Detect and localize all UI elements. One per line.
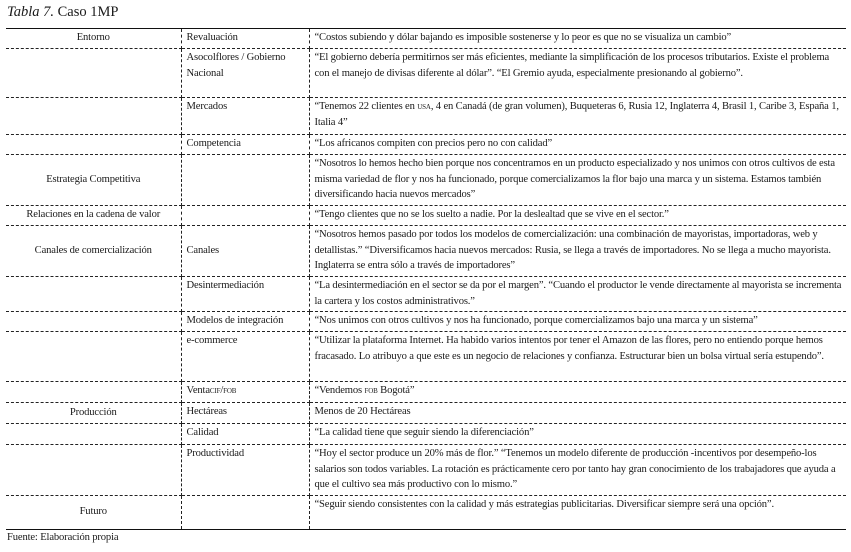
subcategory-cell: Mercados [181, 98, 309, 135]
table-row [6, 226, 846, 277]
source-note: Fuente: Elaboración propia [7, 532, 119, 543]
quote-cell: “Hoy el sector produce un 20% más de flor.” “Tenemos un modelo diferente de producción -incentivos por desempeño-los salarios son todos variables. La rotación es prácticamente cero por tanto hay gran conocimiento de los trabajadores que ayuda a que el cultivo sea más productivo con lo mismo.” [309, 445, 846, 496]
category-cell [6, 424, 181, 445]
category-cell [6, 49, 181, 98]
quote-text: Bogotá” [377, 385, 415, 397]
subcategory-cell: Modelos de integración [181, 312, 309, 332]
table-row [6, 424, 846, 445]
category-cell: Futuro [6, 495, 181, 529]
quote-cell: “Seguir siendo consistentes con la calidad y más estrategias publicitarias. Diversificar siempre será una opción”. [309, 495, 846, 529]
subcategory-cell: Revaluación [181, 29, 309, 49]
table-row [6, 29, 846, 49]
table-row [6, 49, 846, 98]
quote-cell: “La calidad tiene que seguir siendo la diferenciación” [309, 424, 846, 445]
case-table [6, 28, 846, 530]
table-row [6, 155, 846, 206]
quote-cell: “Los africanos compiten con precios pero no con calidad” [309, 135, 846, 155]
quote-cell: “El gobierno debería permitirnos ser más eficientes, mediante la simplificación de los procesos tributarios. Existe el problema con el manejo de divisas diferente al dólar”. “El Gremio ayuda, especialmente presionando al gobierno”. [309, 49, 846, 98]
quote-text: , 4 en Canadá (de gran volumen), Buqueteras 6, Rusia 12, Inglaterra 4, Brasil 1, Caribe 3, España 1, Italia 4” [314, 101, 839, 128]
quote-abbrev: usa [417, 101, 431, 112]
category-cell: Estrategia Competitiva [6, 155, 181, 206]
subcategory-cell: e-commerce [181, 332, 309, 382]
quote-cell [309, 98, 846, 135]
subcategory-cell: Calidad [181, 424, 309, 445]
quote-cell: “Utilizar la plataforma Internet. Ha habido varios intentos por tener el Amazon de las flores, pero no entiendo porque hemos fracasado. Lo atribuyo a que este es un negocio de relaciones y confianza. Estructurar bien un bolsa virtual sería estupendo”. [309, 332, 846, 382]
subcategory-cell: Competencia [181, 135, 309, 155]
table-row [6, 206, 846, 226]
category-cell [6, 135, 181, 155]
quote-abbrev: fob [364, 385, 378, 397]
subcategory-cell [181, 382, 309, 403]
subcategory-cell: Hectáreas [181, 403, 309, 424]
quote-cell: “Nosotros hemos pasado por todos los modelos de comercialización: una combinación de mayoristas, importadoras, web y detallistas.” “Diversificamos hacia nuevos mercados: Rusia, se llega a través de importadores. No se llega a mucho mayorista. Inglaterra se entra sólo a través de importadores” [309, 226, 846, 277]
subcategory-cell: Desintermediación [181, 277, 309, 312]
table-row [6, 495, 846, 529]
subcategory-cell [181, 495, 309, 529]
quote-text: “Vendemos [314, 385, 365, 397]
subcategory-cell [181, 155, 309, 206]
subcategory-text: Venta [186, 385, 210, 397]
table-row [6, 312, 846, 332]
category-cell [6, 98, 181, 135]
table-caption [7, 3, 118, 21]
category-cell [6, 445, 181, 496]
caption-label: Tabla 7. [7, 4, 55, 20]
quote-cell: Menos de 20 Hectáreas [309, 403, 846, 424]
quote-cell: “Nos unimos con otros cultivos y nos ha funcionado, porque comercializamos bajo una marca y un sistema” [309, 312, 846, 332]
category-cell [6, 277, 181, 312]
subcategory-cell: Canales [181, 226, 309, 277]
table-row [6, 277, 846, 312]
category-cell [6, 332, 181, 382]
category-cell [6, 382, 181, 403]
caption-title: Caso 1MP [57, 4, 119, 20]
category-cell: Relaciones en la cadena de valor [6, 206, 181, 226]
quote-cell: “Nosotros lo hemos hecho bien porque nos concentramos en un producto especializado y nos unimos con otros cultivos de esta misma variedad de flor y nos ha funcionado, porque comercializamos la flor bajo una marca y un sistema. Estamos también diversificando hacia nuevos mercados” [309, 155, 846, 206]
quote-cell [309, 382, 846, 403]
quote-cell: “Costos subiendo y dólar bajando es imposible sostenerse y lo peor es que no se visualiza un cambio” [309, 29, 846, 49]
table-row [6, 135, 846, 155]
quote-text: “Tenemos 22 clientes en [314, 101, 418, 112]
table-row [6, 98, 846, 135]
subcategory-cell [181, 206, 309, 226]
table-row [6, 445, 846, 496]
subcategory-abbrev: cif/fob [209, 385, 237, 397]
subcategory-cell: Productividad [181, 445, 309, 496]
table-row [6, 382, 846, 403]
table-row [6, 332, 846, 382]
category-cell: Producción [6, 403, 181, 424]
category-cell [6, 312, 181, 332]
table-row [6, 403, 846, 424]
quote-cell: “La desintermediación en el sector se da por el margen”. “Cuando el productor le vende directamente al mayorista se incrementa la cartera y los costos administrativos.” [309, 277, 846, 312]
category-cell: Entorno [6, 29, 181, 49]
quote-cell: “Tengo clientes que no se los suelto a nadie. Por la deslealtad que se vive en el sector.” [309, 206, 846, 226]
subcategory-cell: Asocolflores / Gobierno Nacional [181, 49, 309, 98]
category-cell: Canales de comercialización [6, 226, 181, 277]
